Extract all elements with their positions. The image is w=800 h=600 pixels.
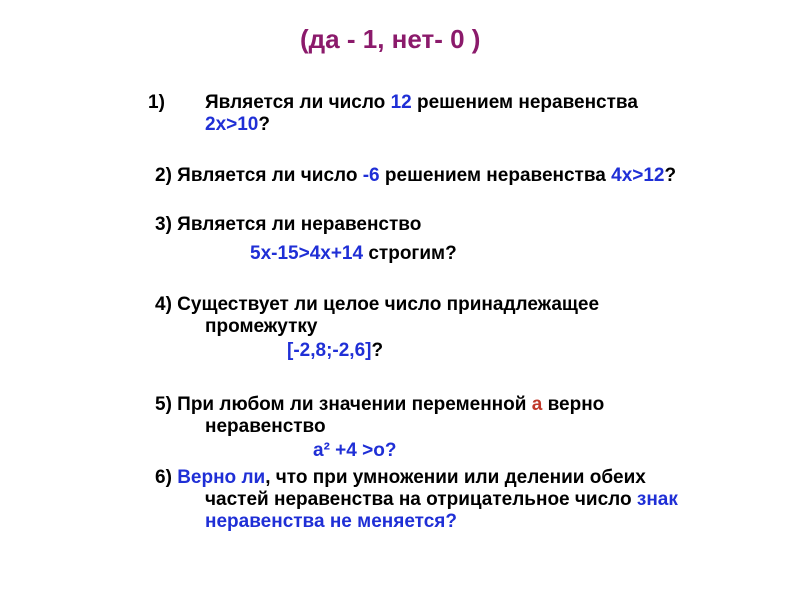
question-3-line-1: 3) Является ли неравенство	[155, 214, 422, 235]
question-6-line-3: неравенства не меняется?	[205, 511, 457, 532]
question-1-text: Является ли число	[205, 92, 391, 113]
question-2-text: 2) Является ли число	[155, 165, 363, 186]
question-1-number-12: 12	[390, 92, 412, 113]
question-2-inequality: 4х>12	[611, 165, 665, 186]
question-5-text: 5) При любом ли значении переменной	[155, 394, 532, 415]
question-2-text-2: решением неравенства	[379, 165, 612, 186]
question-6-line-1	[155, 467, 646, 489]
question-1-mark: ?	[258, 114, 270, 135]
question-1-line-1	[205, 92, 638, 114]
question-4-line-1: 4) Существует ли целое число принадлежащее	[155, 294, 600, 315]
question-6-emphasis-2: знак	[636, 489, 678, 510]
question-6-number: 6)	[155, 467, 178, 488]
question-3-text: строгим?	[363, 243, 457, 264]
question-6-text-2: частей неравенства на отрицательное число	[205, 489, 637, 510]
question-2-mark: ?	[664, 165, 677, 186]
question-6-text: , что при умножении или делении обеих	[265, 467, 646, 488]
slide-title: (да - 1, нет- 0 )	[300, 24, 481, 54]
question-4-line-3	[287, 340, 383, 362]
question-5-line-1	[155, 394, 604, 416]
question-4-line-2: промежутку	[205, 316, 318, 337]
question-1-line-2	[205, 114, 270, 136]
question-5-inequality: а² +4 >о?	[313, 440, 397, 461]
question-6-emphasis: Верно ли	[177, 467, 266, 488]
question-5-text-2: верно	[542, 394, 605, 415]
question-1-text-2: решением неравенства	[411, 92, 638, 113]
question-4-interval: [-2,8;-2,6]	[287, 340, 372, 361]
question-3-inequality: 5х-15>4х+14	[250, 243, 364, 264]
question-2	[155, 165, 676, 187]
question-3-line-2	[250, 243, 457, 265]
question-1-inequality: 2х>10	[205, 114, 259, 135]
question-5-line-2: неравенство	[205, 416, 326, 437]
question-5-variable: а	[531, 394, 543, 415]
question-4-mark: ?	[371, 340, 384, 361]
question-6-line-2	[205, 489, 678, 511]
question-2-number: -6	[362, 165, 380, 186]
question-1-number: 1)	[148, 92, 165, 113]
